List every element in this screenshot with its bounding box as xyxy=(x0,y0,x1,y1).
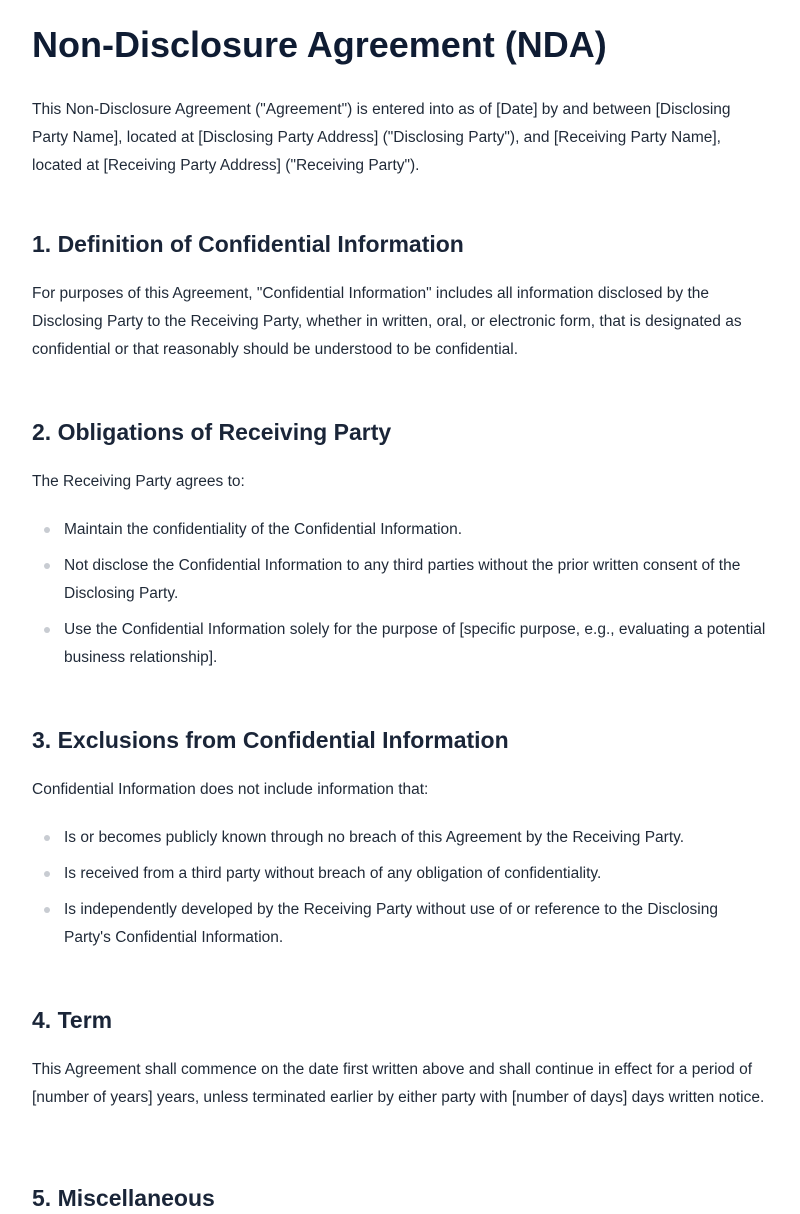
section-miscellaneous xyxy=(32,1182,772,1214)
section-heading: 2. Obligations of Receiving Party xyxy=(32,419,392,445)
section-heading: 4. Term xyxy=(32,1007,113,1033)
bullet-list xyxy=(32,516,772,672)
list-item: Is independently developed by the Receiving Party without use of or reference to the Disclosing Party's Confidential Information. xyxy=(64,896,769,952)
section-body: The Receiving Party agrees to: xyxy=(32,473,245,490)
list-item: Use the Confidential Information solely for the purpose of [specific purpose, e.g., evaluating a potential business relationship]. xyxy=(64,616,769,672)
section-heading: 3. Exclusions from Confidential Information xyxy=(32,727,509,753)
section-heading: 5. Miscellaneous xyxy=(32,1185,215,1211)
section-definition xyxy=(32,228,772,364)
document-title: Non-Disclosure Agreement (NDA) xyxy=(32,24,607,65)
list-item: Is or becomes publicly known through no breach of this Agreement by the Receiving Party. xyxy=(64,824,769,852)
list-item: Maintain the confidentiality of the Confidential Information. xyxy=(64,516,769,544)
list-item: Not disclose the Confidential Information to any third parties without the prior written consent of the Disclosing Party. xyxy=(64,552,769,608)
section-exclusions xyxy=(32,724,772,960)
intro-paragraph: This Non-Disclosure Agreement ("Agreement") is entered into as of [Date] by and between [Disclosing Party Name], located at [Disclosing Party Address] ("Disclosing Party"), and [Receiving Party Name], located at [Receiving Party Address] ("Receiving Party"). xyxy=(32,101,731,174)
section-term xyxy=(32,1004,772,1112)
section-body: Confidential Information does not include information that: xyxy=(32,781,429,798)
list-item: Is received from a third party without breach of any obligation of confidentiality. xyxy=(64,860,769,888)
section-obligations xyxy=(32,416,772,680)
bullet-list xyxy=(32,824,772,952)
section-heading: 1. Definition of Confidential Information xyxy=(32,231,464,257)
section-body: This Agreement shall commence on the date first written above and shall continue in effect for a period of [number of years] years, unless terminated earlier by either party with [number of days] days written notice. xyxy=(32,1061,765,1106)
section-body: For purposes of this Agreement, "Confidential Information" includes all information disclosed by the Disclosing Party to the Receiving Party, whether in written, oral, or electronic form, that is designated as confidential or that reasonably should be understood to be confidential. xyxy=(32,285,742,358)
